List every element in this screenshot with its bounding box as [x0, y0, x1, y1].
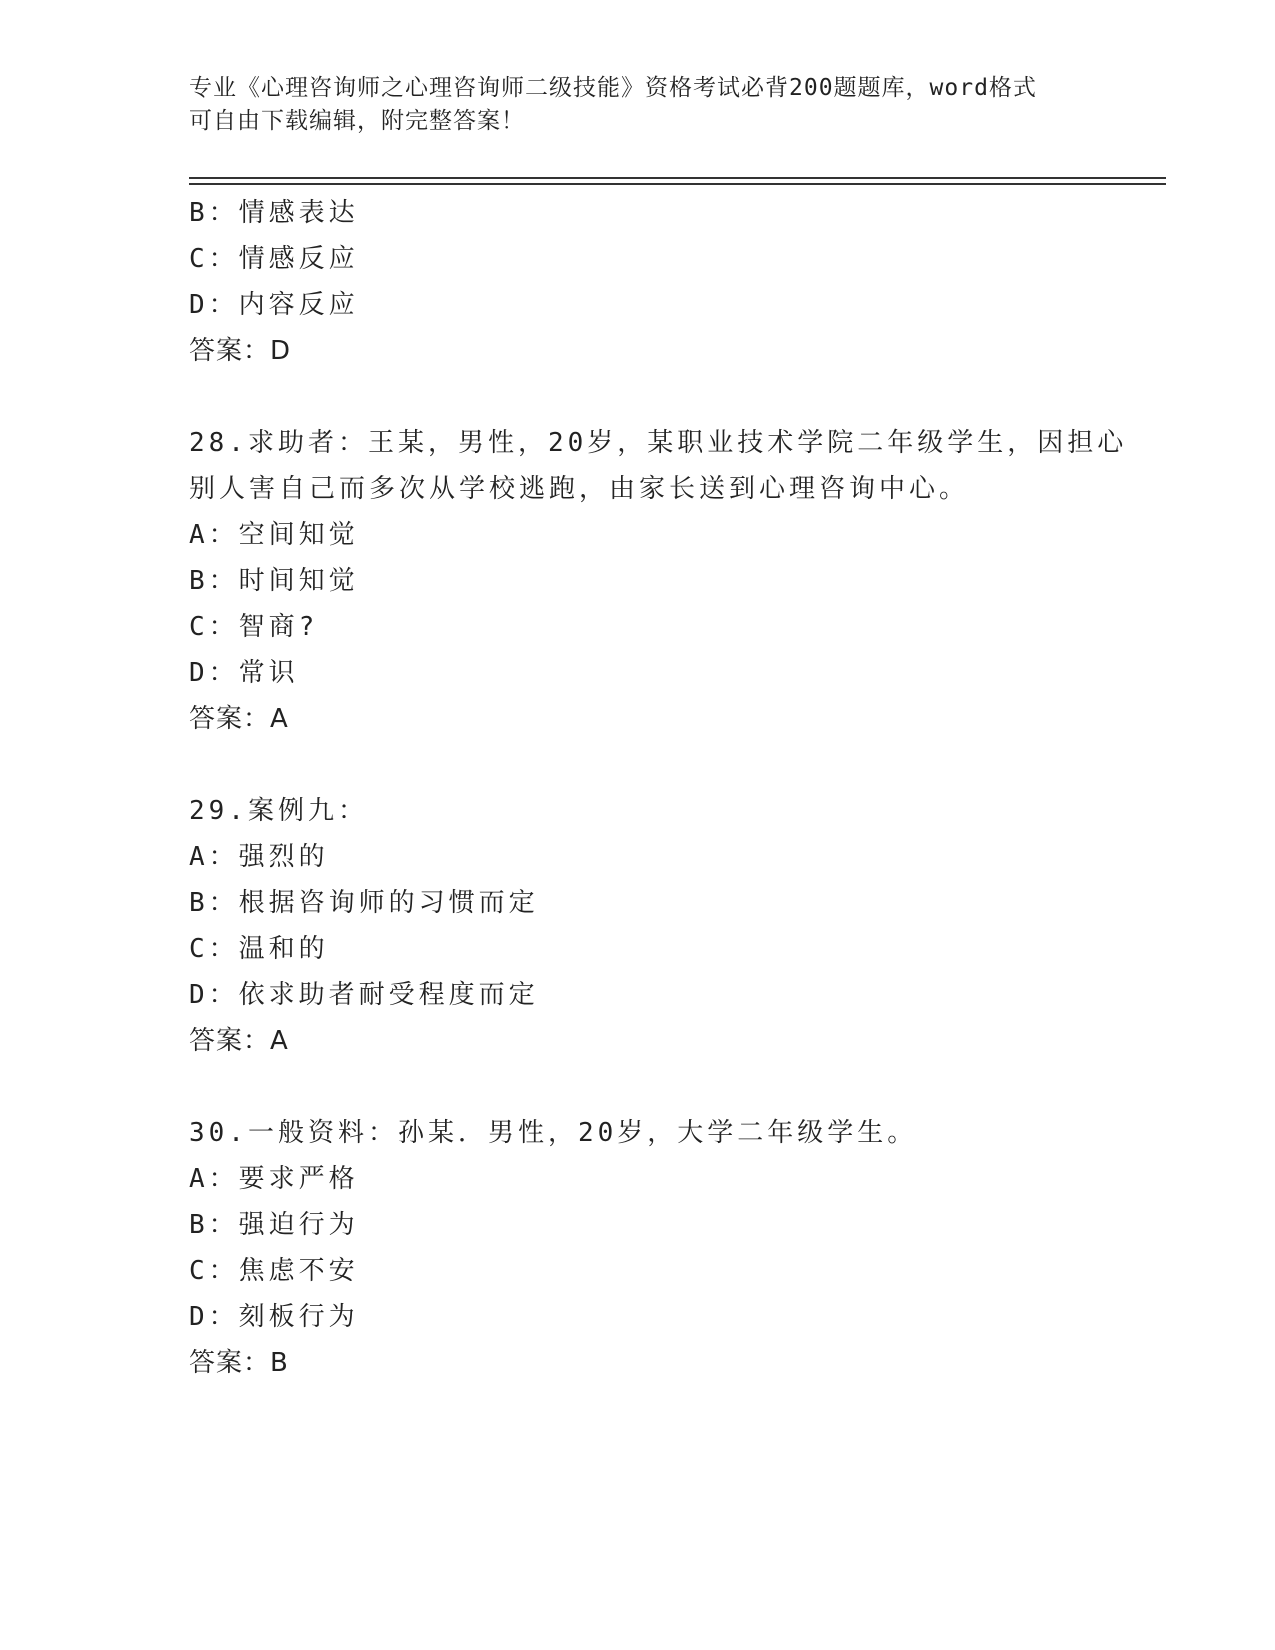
question-29	[189, 788, 1149, 1064]
option-c: C：焦虑不安	[189, 1256, 359, 1286]
answer: 答案：A	[189, 1026, 289, 1056]
option-b: B：强迫行为	[189, 1210, 359, 1240]
header-line-2: 可自由下载编辑，附完整答案！	[189, 108, 525, 134]
spacer	[189, 1064, 1149, 1110]
option-d: D：依求助者耐受程度而定	[189, 980, 539, 1010]
option-d: D：常识	[189, 658, 299, 688]
option-c: C：情感反应	[189, 244, 359, 274]
option-c: C：智商?	[189, 612, 319, 642]
option-a: A：要求严格	[189, 1164, 359, 1194]
option-a: A：强烈的	[189, 842, 329, 872]
question-stem: 29.案例九：	[189, 796, 368, 826]
option-b: B：情感表达	[189, 198, 359, 228]
option-d: D：刻板行为	[189, 1302, 359, 1332]
header-rule-bottom	[189, 183, 1166, 185]
answer: 答案：A	[189, 704, 289, 734]
header-line-1: 专业《心理咨询师之心理咨询师二级技能》资格考试必背200题题库，word格式	[189, 75, 1037, 101]
option-b: B：根据咨询师的习惯而定	[189, 888, 539, 918]
spacer	[189, 374, 1149, 420]
question-stem-cont: 别人害自己而多次从学校逃跑，由家长送到心理咨询中心。	[189, 474, 970, 504]
answer: 答案：D	[189, 336, 292, 366]
document-header	[189, 72, 1089, 138]
question-list	[189, 190, 1149, 1386]
question-stem: 30.一般资料：孙某．男性，20岁，大学二年级学生。	[189, 1118, 918, 1148]
option-a: A：空间知觉	[189, 520, 359, 550]
option-c: C：温和的	[189, 934, 329, 964]
question-28	[189, 420, 1149, 742]
option-d: D：内容反应	[189, 290, 359, 320]
question-stem: 28.求助者：王某，男性，20岁，某职业技术学院二年级学生，因担心	[189, 428, 1128, 458]
question-27-tail	[189, 190, 1149, 374]
question-30	[189, 1110, 1149, 1386]
option-b: B：时间知觉	[189, 566, 359, 596]
header-rule-top	[189, 177, 1166, 179]
spacer	[189, 742, 1149, 788]
answer: 答案：B	[189, 1348, 289, 1378]
